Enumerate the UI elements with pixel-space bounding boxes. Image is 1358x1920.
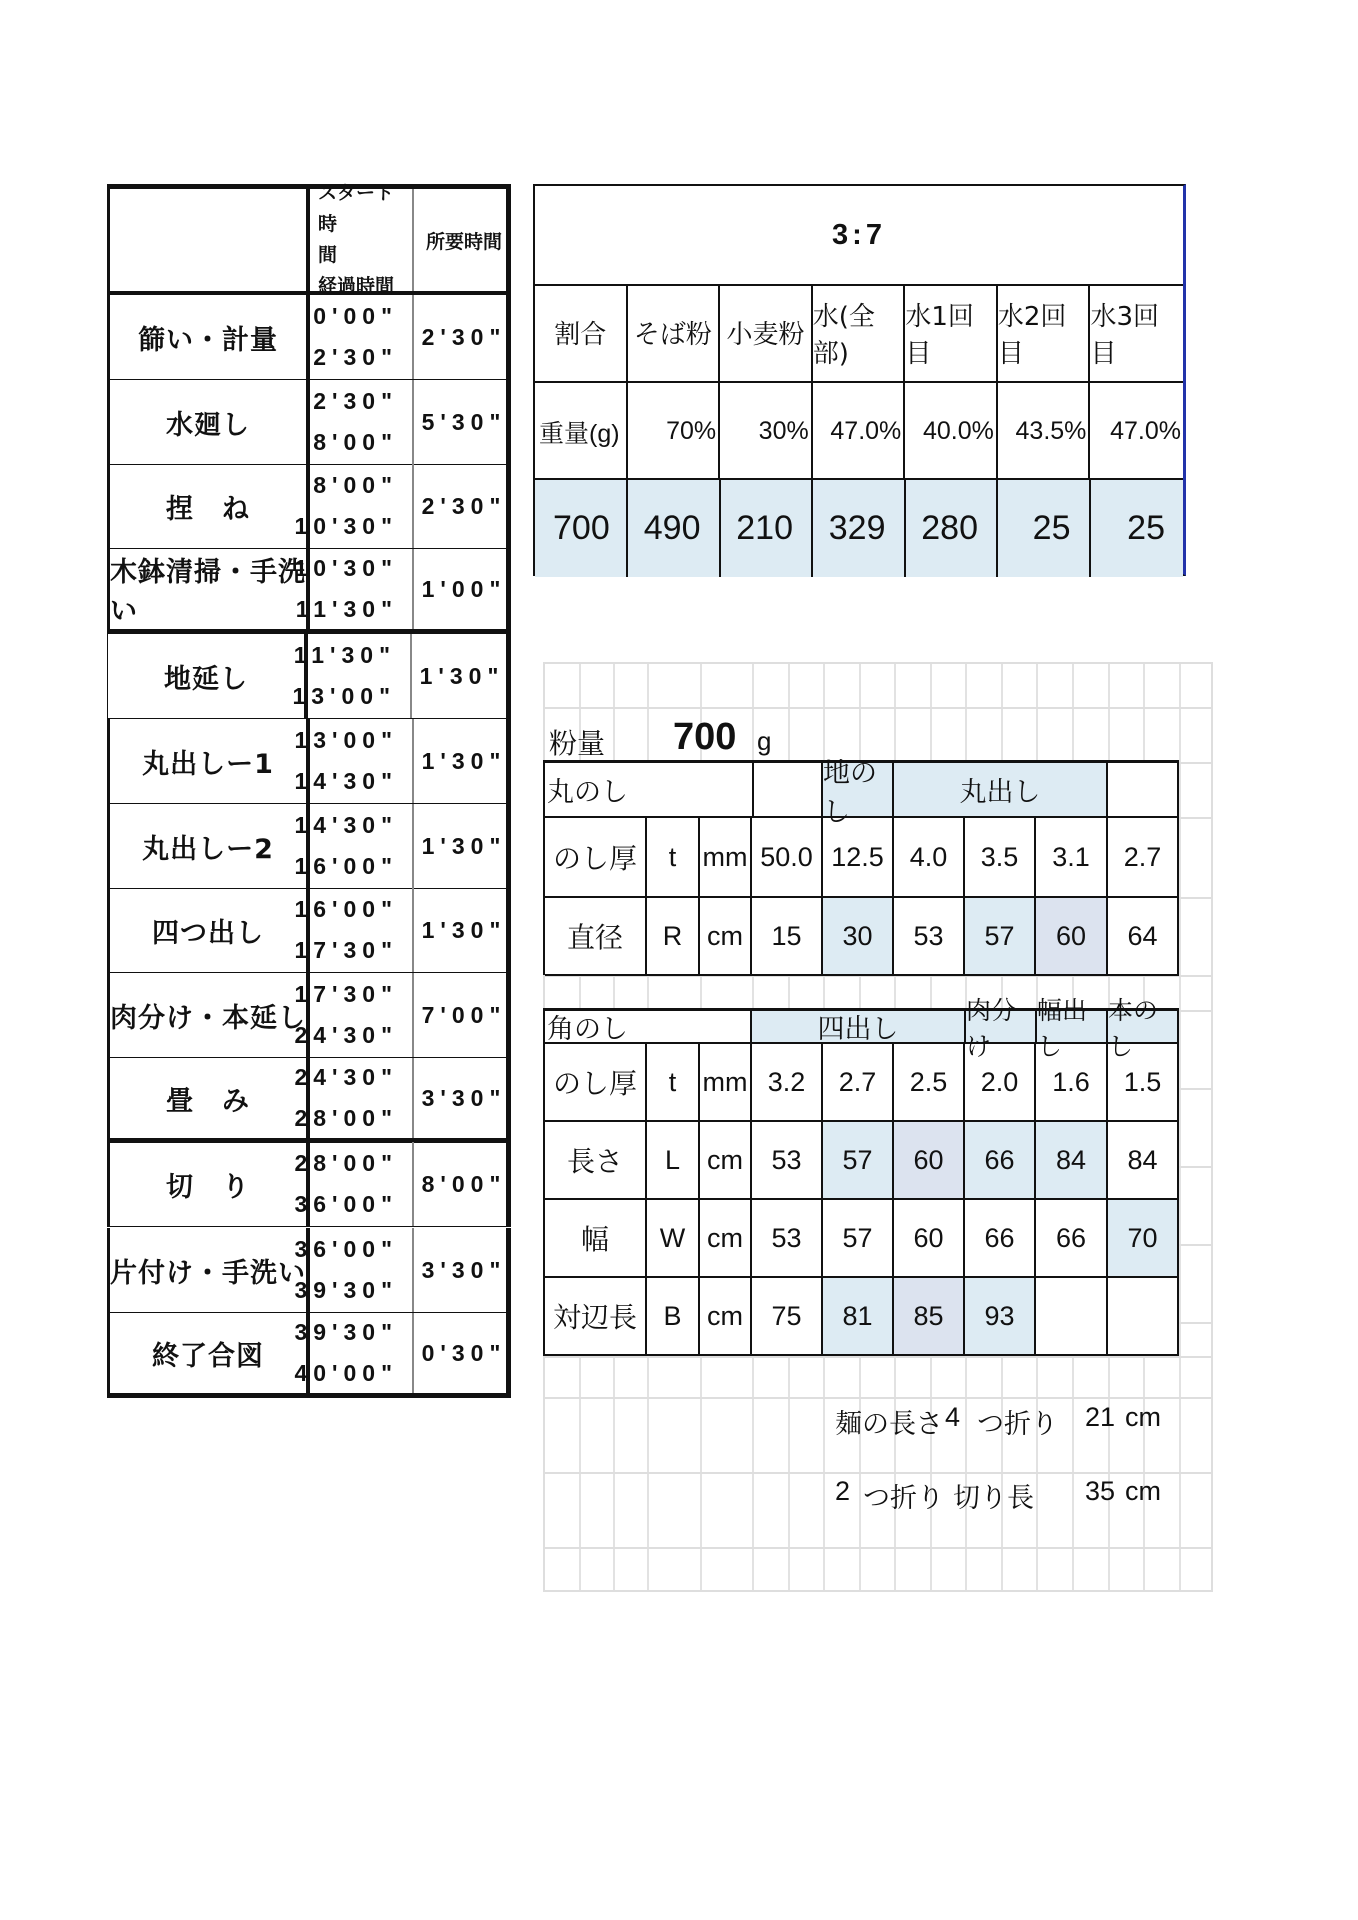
step-name: 木鉢清掃・手洗い (110, 549, 310, 629)
step-end-time: 28'00" (294, 1105, 398, 1131)
grid-line-horizontal (545, 1356, 1211, 1358)
step-duration: 5'30" (421, 408, 507, 435)
square-value-cell: 75 (752, 1278, 823, 1356)
cut-fold-num: 2 (835, 1476, 851, 1506)
group-habadashi: 幅出し (1037, 1011, 1108, 1044)
ratio-table (533, 184, 1186, 576)
round-value-cell: 3.1 (1036, 818, 1108, 898)
flour-label: 粉量 (549, 728, 606, 759)
round-value-cell: 60 (1036, 898, 1108, 976)
step-times (294, 1058, 414, 1138)
square-value-cell: 3.2 (752, 1044, 823, 1122)
step-name: 地延し (108, 634, 308, 718)
cut-length-label: 切り長 (953, 1483, 1034, 1513)
ratio-value-cell: 210 (721, 480, 814, 577)
square-value-cell: 84 (1108, 1122, 1179, 1200)
step-times (294, 464, 414, 548)
step-end-time: 40'00" (294, 1360, 398, 1386)
step-times (310, 295, 414, 379)
step-name: 切 り (110, 1142, 310, 1226)
ratio-percent-cell: 70% (628, 383, 721, 480)
ratio-header-cell: そば粉 (628, 284, 721, 381)
step-end-time: 36'00" (294, 1191, 398, 1217)
round-row-symbol: R (647, 898, 700, 976)
calc-sheet (543, 662, 1213, 1592)
ratio-percent-cell: 47.0% (813, 383, 906, 480)
round-value-cell: 2.7 (1108, 818, 1179, 898)
step-end-time: 11'30" (295, 596, 398, 622)
schedule-row (107, 719, 511, 804)
step-name: 捏 ね (110, 464, 310, 548)
square-value-cell (1108, 1278, 1179, 1356)
step-end-time: 2'30" (313, 344, 398, 370)
cut-fold-label: つ折り (863, 1483, 944, 1513)
ratio-value-cell: 490 (628, 480, 721, 577)
square-value-cell: 1.5 (1108, 1044, 1179, 1122)
round-value-cell: 15 (752, 898, 823, 976)
square-row-label: 幅 (545, 1200, 647, 1278)
step-start-time: 13'00" (294, 727, 398, 753)
step-name: 肉分け・本延し (110, 973, 310, 1057)
flour-unit: g (757, 726, 772, 756)
step-duration: 2'30" (421, 492, 507, 519)
square-value-cell: 93 (965, 1278, 1036, 1356)
step-end-time: 17'30" (294, 937, 398, 963)
step-duration: 8'00" (421, 1170, 507, 1197)
schedule-header-row (107, 184, 511, 295)
round-value-cell: 50.0 (752, 818, 823, 898)
noodle-fold-label: つ折り (977, 1409, 1058, 1439)
schedule-row (107, 804, 511, 889)
step-start-time: 36'00" (294, 1236, 398, 1262)
cut-length-value: 35 (1085, 1476, 1116, 1506)
schedule-row (107, 1228, 511, 1313)
ratio-percent-row (535, 381, 1183, 480)
step-name: 丸出しー2 (110, 804, 310, 888)
ratio-header-cell: 水3回目 (1090, 301, 1160, 369)
square-row-unit: cm (700, 1122, 752, 1200)
grid-line-horizontal (545, 1547, 1211, 1549)
step-name: 終了合図 (110, 1313, 310, 1393)
step-start-time: 10'30" (294, 555, 398, 581)
round-value-cell: 57 (965, 898, 1036, 976)
square-value-cell: 66 (965, 1200, 1036, 1278)
schedule-header-start (310, 182, 414, 297)
step-start-time: 39'30" (294, 1319, 398, 1345)
step-duration: 3'30" (421, 1084, 507, 1111)
schedule-row (107, 295, 511, 380)
square-row-label: のし厚 (545, 1044, 647, 1122)
square-title: 角のし (545, 1011, 752, 1044)
square-row-symbol: L (647, 1122, 700, 1200)
schedule-row (107, 973, 511, 1058)
step-duration: 0'30" (421, 1339, 507, 1366)
square-value-cell: 66 (965, 1122, 1036, 1200)
square-value-cell: 81 (823, 1278, 894, 1356)
square-row-symbol: W (647, 1200, 700, 1278)
square-value-cell: 2.7 (823, 1044, 894, 1122)
step-duration: 1'30" (421, 832, 507, 859)
step-name: 篩い・計量 (110, 295, 310, 379)
step-start-time: 8'00" (313, 472, 398, 498)
cut-length-unit: cm (1125, 1476, 1161, 1506)
ratio-value-cell: 25 (1091, 480, 1183, 577)
round-blank-cell (752, 763, 823, 818)
grid-line-horizontal (545, 707, 1211, 709)
schedule-row (107, 549, 511, 634)
step-start-time: 24'30" (294, 1064, 398, 1090)
ratio-header-cell: 割合 (535, 284, 628, 381)
step-start-time: 0'00" (313, 303, 398, 329)
ratio-value-cell: 25 (998, 480, 1091, 577)
round-row-symbol: t (647, 818, 700, 898)
step-times (294, 719, 414, 803)
step-name: 丸出しー1 (110, 719, 310, 803)
step-start-time: 17'30" (294, 981, 398, 1007)
ratio-percent-cell: 30% (720, 383, 813, 480)
square-value-cell: 57 (823, 1200, 894, 1278)
flour-value: 700 (673, 716, 737, 758)
step-name: 四つ出し (110, 888, 310, 972)
square-value-cell: 2.5 (894, 1044, 965, 1122)
noodle-length-unit: cm (1125, 1402, 1161, 1432)
noodle-fold-num: 4 (945, 1402, 961, 1432)
square-value-cell: 53 (752, 1122, 823, 1200)
step-end-time: 39'30" (294, 1277, 398, 1303)
square-value-cell: 53 (752, 1200, 823, 1278)
step-start-time: 16'00" (294, 896, 398, 922)
round-value-cell: 30 (823, 898, 894, 976)
step-end-time: 14'30" (294, 768, 398, 794)
step-start-time: 14'30" (294, 812, 398, 838)
step-times (294, 1228, 414, 1312)
step-duration: 1'00" (421, 575, 507, 602)
round-rolling-table (543, 757, 1179, 975)
square-row-unit: cm (700, 1200, 752, 1278)
grid-line-horizontal (545, 1397, 1211, 1399)
header-start-line3: 経過時間 (318, 275, 395, 297)
square-value-cell (1036, 1278, 1108, 1356)
header-start-line2: 間 (318, 244, 338, 266)
header-start-line1: スタート時 (318, 182, 395, 235)
ratio-percent-cell: 40.0% (905, 383, 998, 480)
ratio-percent-cell: 重量(g) (535, 383, 628, 480)
round-title: 丸のし (545, 763, 823, 818)
schedule-row (107, 1142, 511, 1227)
round-row-unit: cm (700, 898, 752, 976)
step-times (292, 634, 412, 718)
square-value-cell: 84 (1036, 1122, 1108, 1200)
square-row-label: 対辺長 (545, 1278, 647, 1356)
step-end-time: 24'30" (294, 1022, 398, 1048)
step-end-time: 16'00" (294, 853, 398, 879)
square-row-symbol: t (647, 1044, 700, 1122)
step-duration: 3'30" (421, 1256, 507, 1283)
ratio-title: 3:7 (535, 186, 1183, 286)
step-start-time: 2'30" (313, 388, 398, 414)
ratio-header-cell: 水1回目 (905, 284, 998, 381)
round-row-label: のし厚 (545, 818, 647, 898)
step-duration: 2'30" (421, 323, 507, 350)
ratio-value-cell: 700 (535, 480, 628, 577)
square-row-symbol: B (647, 1278, 700, 1356)
step-start-time: 28'00" (294, 1150, 398, 1176)
step-times (294, 549, 414, 629)
group-nikuwake: 肉分け (966, 1011, 1037, 1044)
ratio-percent-cell: 47.0% (1110, 417, 1181, 445)
step-start-time: 11'30" (293, 642, 396, 668)
schedule-row (107, 1058, 511, 1143)
square-value-cell: 1.6 (1036, 1044, 1108, 1122)
schedule-header-duration: 所要時間 (425, 230, 502, 253)
step-times (294, 888, 414, 972)
ratio-header-cell: 小麦粉 (720, 284, 813, 381)
round-value-cell: 3.5 (965, 818, 1036, 898)
ratio-header-row (535, 284, 1183, 381)
square-row-unit: cm (700, 1278, 752, 1356)
step-name: 片付け・手洗い (110, 1228, 310, 1312)
step-end-time: 13'00" (292, 683, 396, 709)
group-marudashi: 丸出し (894, 763, 1108, 818)
round-value-cell: 12.5 (823, 818, 894, 898)
square-value-cell: 60 (894, 1200, 965, 1278)
ratio-header-cell: 水(全部) (813, 284, 906, 381)
noodle-length-value: 21 (1085, 1402, 1116, 1432)
schedule-row (107, 1313, 511, 1398)
square-rolling-table (543, 996, 1179, 1356)
ratio-value-row (535, 478, 1183, 577)
group-honnoshi: 本のし (1108, 1011, 1179, 1044)
ratio-value-cell: 280 (906, 480, 999, 577)
round-row-label: 直径 (545, 898, 647, 976)
step-times (294, 804, 414, 888)
square-row-unit: mm (700, 1044, 752, 1122)
ratio-header-cell: 水2回目 (998, 284, 1091, 381)
step-name: 水廻し (110, 380, 310, 464)
step-name: 畳 み (110, 1058, 310, 1138)
schedule-row (107, 634, 511, 719)
round-value-cell: 4.0 (894, 818, 965, 898)
grid-line-horizontal (545, 1472, 1211, 1474)
step-duration: 1'30" (421, 747, 507, 774)
schedule-row (107, 380, 511, 465)
step-duration: 1'30" (421, 916, 507, 943)
schedule-row (107, 464, 511, 549)
round-blank-cell-end (1108, 763, 1179, 818)
round-row-unit: mm (700, 818, 752, 898)
step-times (310, 380, 414, 464)
square-value-cell: 57 (823, 1122, 894, 1200)
noodle-length-label: 麺の長さ (835, 1409, 943, 1439)
round-value-cell: 64 (1108, 898, 1179, 976)
ratio-value-cell: 329 (813, 480, 906, 577)
step-end-time: 8'00" (313, 429, 398, 455)
square-row-label: 長さ (545, 1122, 647, 1200)
square-value-cell: 70 (1108, 1200, 1179, 1278)
group-jinoshi: 地のし (823, 763, 894, 818)
step-duration: 1'30" (419, 662, 505, 689)
square-value-cell: 85 (894, 1278, 965, 1356)
group-yodashi: 四出し (752, 1011, 966, 1044)
step-times (294, 1313, 414, 1393)
ratio-percent-cell: 43.5% (998, 383, 1091, 480)
square-value-cell: 2.0 (965, 1044, 1036, 1122)
schedule-header-blank (110, 189, 310, 291)
step-end-time: 10'30" (294, 513, 398, 539)
grid-line-vertical (1179, 664, 1181, 1590)
schedule-row (107, 888, 511, 973)
square-value-cell: 66 (1036, 1200, 1108, 1278)
step-times (294, 1142, 414, 1226)
square-value-cell: 60 (894, 1122, 965, 1200)
step-duration: 7'00" (421, 1001, 507, 1028)
step-times (294, 973, 414, 1057)
round-value-cell: 53 (894, 898, 965, 976)
